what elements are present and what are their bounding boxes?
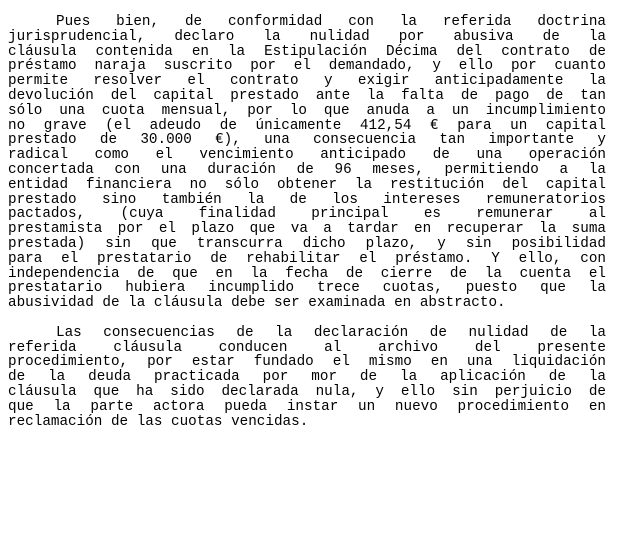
text-line: cláusula que ha sido declarada nula, y ello sin perjuicio de bbox=[8, 383, 606, 400]
text-line: prestado sino también la de los intereses remuneratorios bbox=[8, 191, 606, 208]
text-line: permite resolver el contrato y exigir anticipadamente la bbox=[8, 73, 606, 90]
text-line: prestado de 30.000 €), una consecuencia tan importante y bbox=[8, 132, 606, 149]
text-line: devolución del capital prestado ante la falta de pago de tan bbox=[8, 87, 606, 104]
text-line: radical como el vencimiento anticipado de una operación bbox=[8, 147, 606, 164]
text-line: prestada) sin que transcurra dicho plazo, y sin posibilidad bbox=[8, 235, 606, 252]
text-line: Pues bien, de conformidad con la referida doctrina bbox=[56, 14, 606, 30]
text-line: cláusula contenida en la Estipulación Décima del contrato de bbox=[8, 43, 606, 60]
text-line: procedimiento, por estar fundado el mismo en una liquidación bbox=[8, 354, 606, 371]
text-line: jurisprudencial, declaro la nulidad por abusiva de la bbox=[8, 28, 606, 45]
text-line: entidad financiera no sólo obtener la restitución del capital bbox=[8, 176, 606, 193]
paragraph-2 bbox=[8, 326, 606, 430]
text-line: Las consecuencias de la declaración de nulidad de la bbox=[56, 324, 606, 341]
text-line: pactados, (cuya finalidad principal es remunerar al bbox=[8, 206, 606, 223]
text-line: préstamo naraja suscrito por el demandado, y ello por cuanto bbox=[8, 58, 606, 75]
text-line: prestamista por el plazo que va a tardar en recuperar la suma bbox=[8, 221, 606, 238]
text-line: no grave (el adeudo de únicamente 412,54 € para un capital bbox=[8, 117, 606, 134]
text-line: reclamación de las cuotas vencidas. bbox=[8, 413, 309, 430]
text-line: prestatario hubiera incumplido trece cuotas, puesto que la bbox=[8, 280, 606, 297]
text-line: sólo una cuota mensual, por lo que anuda a un incumplimiento bbox=[8, 102, 606, 119]
text-line: referida cláusula conducen al archivo del presente bbox=[8, 339, 606, 356]
paragraph-1 bbox=[8, 15, 606, 311]
text-line: concertada con una duración de 96 meses, permitiendo a la bbox=[8, 161, 606, 178]
text-line: para el prestatario de rehabilitar el préstamo. Y ello, con bbox=[8, 250, 606, 267]
text-line: abusividad de la cláusula debe ser examinada en abstracto. bbox=[8, 295, 506, 312]
text-line: independencia de que en la fecha de cierre de la cuenta el bbox=[8, 265, 606, 282]
text-line: que la parte actora pueda instar un nuevo procedimiento en bbox=[8, 398, 606, 415]
text-line: de la deuda practicada por mor de la aplicación de la bbox=[8, 369, 606, 386]
document-page bbox=[8, 15, 606, 429]
